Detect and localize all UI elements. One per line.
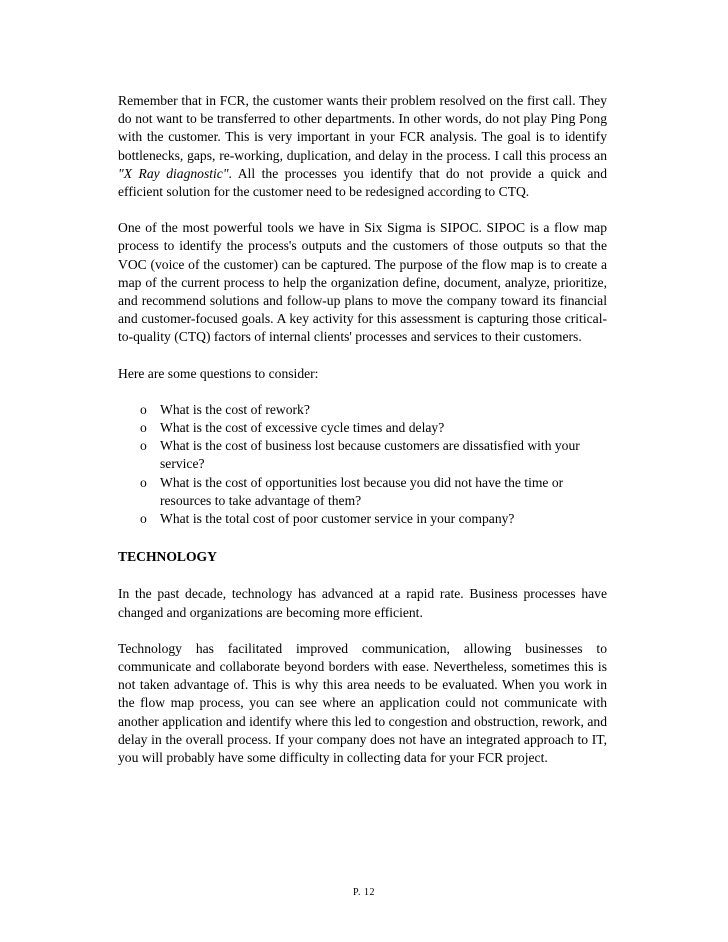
list-item bbox=[118, 437, 607, 473]
x-ray-diagnostic-emphasis: "X Ray diagnostic" bbox=[118, 165, 229, 181]
bullet-icon: o bbox=[140, 511, 147, 527]
bullet-icon: o bbox=[140, 420, 147, 436]
questions-intro: Here are some questions to consider: bbox=[118, 365, 319, 381]
paragraph-technology-communication: Technology has facilitated improved communication, allowing businesses to communicate and collaborate beyond borders with ease. Nevertheless, sometimes this is not taken advantage of. This is why this area needs to be evaluated. When you work in the flow map process, you can see where an application could not communicate with another application and identify where this led to congestion and obstruction, rework, and delay in the overall process. If your company does not have an integrated approach to IT, you will probably have some difficulty in collecting data for your FCR project. bbox=[118, 640, 607, 766]
list-item-text: What is the total cost of poor customer service in your company? bbox=[160, 511, 515, 527]
questions-list bbox=[118, 401, 607, 528]
list-item bbox=[118, 401, 607, 419]
paragraph-fcr-first-call bbox=[118, 92, 607, 201]
bullet-icon: o bbox=[140, 438, 147, 454]
list-item-text: What is the cost of excessive cycle times and delay? bbox=[160, 420, 445, 436]
section-heading-technology: TECHNOLOGY bbox=[118, 549, 217, 565]
bullet-icon: o bbox=[140, 474, 147, 490]
list-item-text: What is the cost of opportunities lost because you did not have the time or resources to take advantage of them? bbox=[160, 474, 564, 508]
page-content bbox=[118, 92, 607, 785]
paragraph-text: . All the processes you identify that do not provide a quick and efficient solution for the customer need to be redesigned according to CTQ. bbox=[118, 165, 607, 200]
list-item bbox=[118, 510, 607, 528]
paragraph-text: Remember that in FCR, the customer wants their problem resolved on the first call. They do not want to be transferred to other departments. In other words, do not play Ping Pong with the customer. This is very important in your FCR analysis. The goal is to identify bottlenecks, gaps, re-working, duplication, and delay in the process. I call this process an bbox=[118, 93, 607, 163]
paragraph-sipoc: One of the most powerful tools we have in Six Sigma is SIPOC. SIPOC is a flow map process to identify the process's outputs and the customers of those outputs so that the VOC (voice of the customer) can be captured. The purpose of the flow map is to create a map of the current process to help the organization define, document, analyze, prioritize, and recommend solutions and follow-up plans to move the company toward its financial and customer-focused goals. A key activity for this assessment is capturing those critical-to-quality (CTQ) factors of internal clients' processes and services to their customers. bbox=[118, 220, 607, 345]
list-item bbox=[118, 474, 607, 510]
list-item bbox=[118, 419, 607, 437]
paragraph-technology-advances: In the past decade, technology has advanced at a rapid rate. Business processes have changed and organizations are becoming more efficient. bbox=[118, 586, 607, 620]
page-number: P. 12 bbox=[353, 887, 375, 898]
bullet-icon: o bbox=[140, 401, 147, 417]
list-item-text: What is the cost of business lost because customers are dissatisfied with your service? bbox=[160, 438, 580, 472]
list-item-text: What is the cost of rework? bbox=[160, 401, 310, 417]
